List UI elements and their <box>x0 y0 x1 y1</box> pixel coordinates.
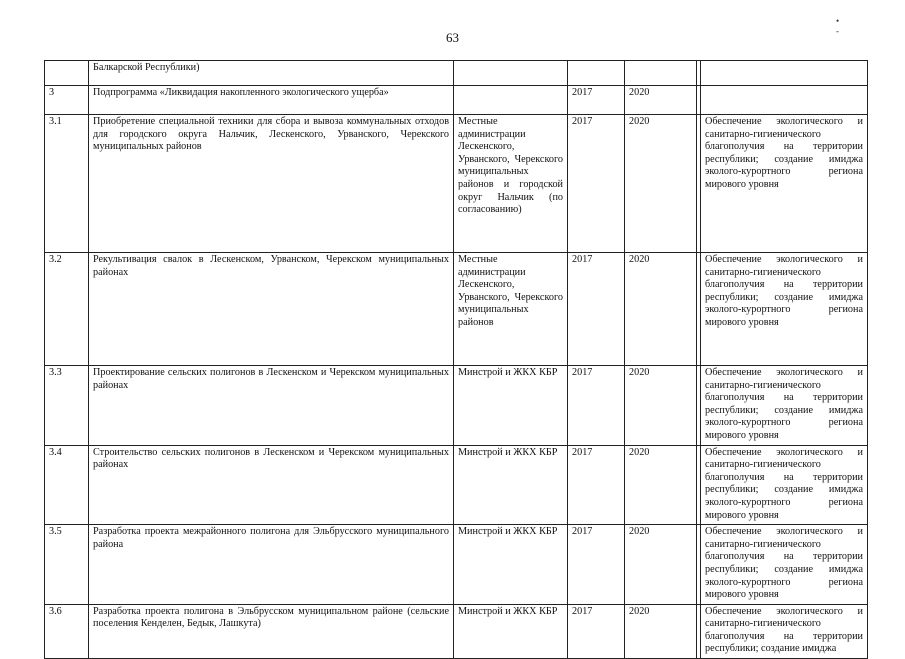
executor-cell: Местные администрации Лескенского, Урванского, Черекского муниципальных районов <box>454 253 568 366</box>
expected-result-cell <box>701 86 868 115</box>
executor-cell <box>454 61 568 86</box>
start-year-cell: 2017 <box>568 445 625 525</box>
activity-name-cell: Разработка проекта межрайонного полигона для Эльбрусского муниципального района <box>89 525 454 605</box>
row-number-cell: 3.6 <box>45 604 89 658</box>
end-year-cell: 2020 <box>625 253 697 366</box>
expected-result-cell: Обеспечение экологического и санитарно-гигиенического благополучия на территории республики; создание имиджа эколого-курортного региона мирового уровня <box>701 115 868 253</box>
start-year-cell <box>568 61 625 86</box>
table-row <box>45 86 868 115</box>
table-row <box>45 115 868 253</box>
row-number-cell: 3.1 <box>45 115 89 253</box>
end-year-cell: 2020 <box>625 604 697 658</box>
end-year-cell: 2020 <box>625 445 697 525</box>
activity-name-cell: Строительство сельских полигонов в Лескенском и Черекском муниципальных районах <box>89 445 454 525</box>
row-number-cell: 3 <box>45 86 89 115</box>
start-year-cell: 2017 <box>568 253 625 366</box>
start-year-cell: 2017 <box>568 525 625 605</box>
row-number-cell: 3.5 <box>45 525 89 605</box>
end-year-cell: 2020 <box>625 86 697 115</box>
start-year-cell: 2017 <box>568 604 625 658</box>
executor-cell: Минстрой и ЖКХ КБР <box>454 604 568 658</box>
expected-result-cell: Обеспечение экологического и санитарно-гигиенического благополучия на территории республики; создание имиджа эколого-курортного региона мирового уровня <box>701 366 868 446</box>
activity-name-cell: Приобретение специальной техники для сбора и вывоза коммунальных отходов для городского округа Нальчик, Лескенского, Урванского, Черекского муниципальных районов <box>89 115 454 253</box>
table-row <box>45 525 868 605</box>
row-number-cell: 3.2 <box>45 253 89 366</box>
activity-name-cell: Проектирование сельских полигонов в Лескенском и Черекском муниципальных районах <box>89 366 454 446</box>
executor-cell: Местные администрации Лескенского, Урванского, Черекского муниципальных районов и городской округ Нальчик (по согласованию) <box>454 115 568 253</box>
end-year-cell: 2020 <box>625 525 697 605</box>
end-year-cell <box>625 61 697 86</box>
end-year-cell: 2020 <box>625 366 697 446</box>
table-row <box>45 366 868 446</box>
table-row <box>45 604 868 658</box>
start-year-cell: 2017 <box>568 115 625 253</box>
executor-cell: Минстрой и ЖКХ КБР <box>454 445 568 525</box>
activity-name-cell: Балкарской Республики) <box>89 61 454 86</box>
page-number: 63 <box>446 30 459 45</box>
executor-cell: Минстрой и ЖКХ КБР <box>454 366 568 446</box>
table-row <box>45 253 868 366</box>
row-number-cell: 3.3 <box>45 366 89 446</box>
start-year-cell: 2017 <box>568 366 625 446</box>
expected-result-cell: Обеспечение экологического и санитарно-гигиенического благополучия на территории республики; создание имиджа эколого-курортного региона мирового уровня <box>701 525 868 605</box>
expected-result-cell: Обеспечение экологического и санитарно-гигиенического благополучия на территории республики; создание имиджа эколого-курортного региона мирового уровня <box>701 445 868 525</box>
activity-name-cell: Разработка проекта полигона в Эльбрусском муниципальном районе (сельские поселения Кенделен, Бедык, Лашкута) <box>89 604 454 658</box>
expected-result-cell <box>701 61 868 86</box>
scan-corner-marks: • ‐ <box>836 16 868 36</box>
activity-name-cell: Рекультивация свалок в Лескенском, Урванском, Черекском муниципальных районах <box>89 253 454 366</box>
expected-result-cell: Обеспечение экологического и санитарно-гигиенического благополучия на территории республики; создание имиджа <box>701 604 868 658</box>
row-number-cell <box>45 61 89 86</box>
expected-result-cell: Обеспечение экологического и санитарно-гигиенического благополучия на территории республики; создание имиджа эколого-курортного региона мирового уровня <box>701 253 868 366</box>
row-number-cell: 3.4 <box>45 445 89 525</box>
start-year-cell: 2017 <box>568 86 625 115</box>
executor-cell <box>454 86 568 115</box>
activities-table <box>44 60 868 659</box>
activity-name-cell: Подпрограмма «Ликвидация накопленного экологического ущерба» <box>89 86 454 115</box>
executor-cell: Минстрой и ЖКХ КБР <box>454 525 568 605</box>
end-year-cell: 2020 <box>625 115 697 253</box>
table-row <box>45 61 868 86</box>
table-row <box>45 445 868 525</box>
